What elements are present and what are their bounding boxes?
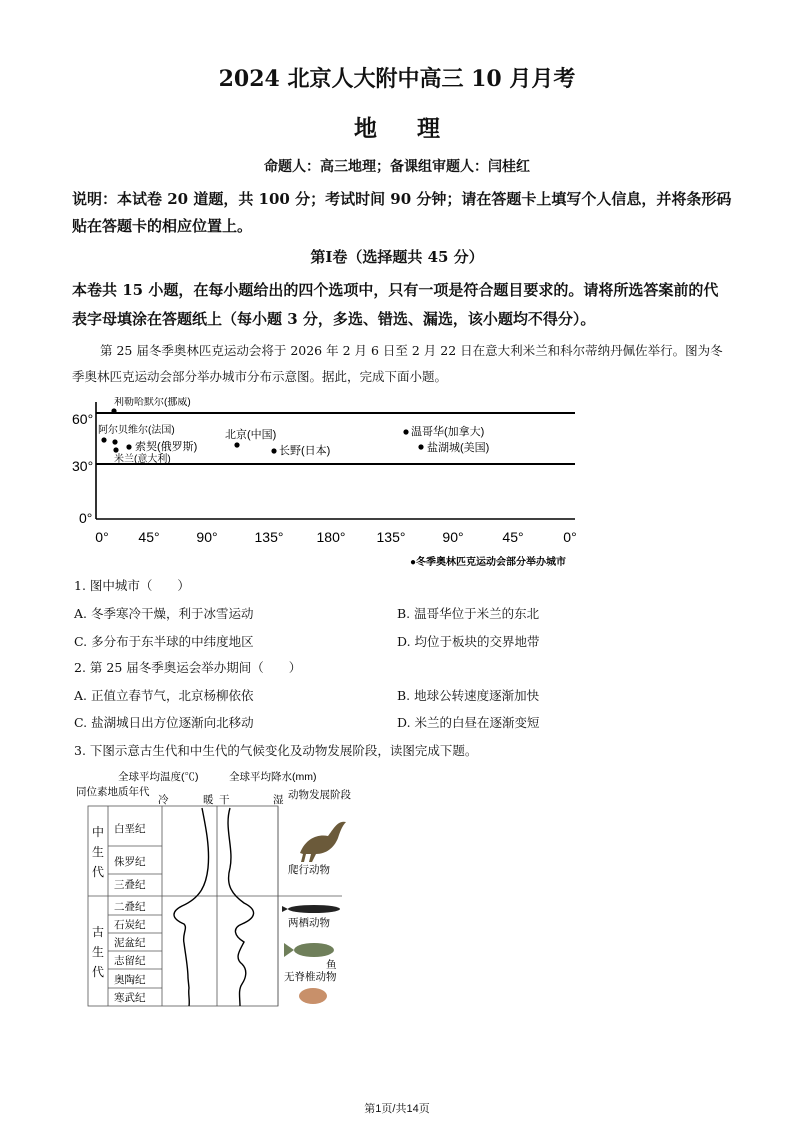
x-label: 0° <box>563 529 577 545</box>
period-label: 白垩纪 <box>114 823 146 835</box>
climate-animals-chart <box>72 768 372 1016</box>
city-dot <box>113 447 118 452</box>
header-precip: 全球平均降水(mm) <box>229 771 317 783</box>
option-a[interactable]: A. 正值立春节气，北京杨柳依依 <box>74 688 254 703</box>
period-label: 志留纪 <box>114 955 146 967</box>
city-dot <box>418 444 423 449</box>
animal-label: 无脊椎动物 <box>284 971 337 983</box>
trilobite-icon <box>299 988 327 1004</box>
x-label: 90° <box>196 529 218 545</box>
x-label: 135° <box>376 529 406 545</box>
x-label: 90° <box>442 529 464 545</box>
x-label: 180° <box>316 529 346 545</box>
label-wet: 湿 <box>273 794 284 806</box>
period-label: 寒武纪 <box>114 992 146 1004</box>
option-c[interactable]: C. 盐湖城日出方位逐渐向北移动 <box>74 715 254 730</box>
question-2-stem: 2. 第 25 届冬季奥运会举办期间（ ） <box>74 660 302 675</box>
header-era: 同位素地质年代 <box>76 786 150 798</box>
x-label: 45° <box>502 529 524 545</box>
label-dry: 干 <box>219 794 230 806</box>
city-label: 温哥华(加拿大) <box>411 426 485 438</box>
authors-line: 命题人：高三地理；备课组审题人：闫桂红 <box>264 159 530 175</box>
period-label: 泥盆纪 <box>114 937 146 949</box>
precipitation-curve <box>228 808 254 1006</box>
era-paleozoic-char: 古 <box>91 925 105 939</box>
city-dot <box>112 439 117 444</box>
era-mesozoic-char: 生 <box>91 845 105 859</box>
era-paleozoic-char: 生 <box>91 945 105 959</box>
period-label: 二叠纪 <box>114 901 146 913</box>
label-warm: 暖 <box>203 794 214 806</box>
section-instructions: 本卷共 15 小题，在每小题给出的四个选项中，只有一项是符合题目要求的。请将所选答案前的代表字母填涂在答题纸上（每小题 3 分，多选、错选、漏选，该小题均不得分）。 <box>72 281 719 328</box>
fish-icon <box>284 943 334 957</box>
y-label: 30° <box>72 458 94 474</box>
subject-title: 地理 <box>354 115 480 142</box>
question-3-stem: 3. 下图示意古生代和中生代的气候变化及动物发展阶段，读图完成下题。 <box>74 743 478 758</box>
dinosaur-icon <box>300 822 346 862</box>
city-dot <box>271 448 276 453</box>
x-label: 45° <box>138 529 160 545</box>
question-intro: 第 25 届冬季奥林匹克运动会将于 2026 年 2 月 6 日至 2 月 22 日在意大利米兰和科尔蒂纳丹佩佐举行。图为冬季奥林匹克运动会部分举办城市分布示意图。据此，完成下面小题。 <box>72 343 723 384</box>
temperature-curve <box>174 808 209 1006</box>
period-label: 石炭纪 <box>114 919 146 931</box>
city-label: 盐湖城(美国) <box>427 442 490 454</box>
exam-title: 2024 北京人大附中高三 10 月月考 <box>218 66 576 92</box>
olympic-cities-map <box>70 397 590 572</box>
city-label: 米兰(意大利) <box>114 454 171 465</box>
x-label: 0° <box>95 529 109 545</box>
era-mesozoic-char: 代 <box>91 865 105 879</box>
section-title: 第Ⅰ卷（选择题共 45 分） <box>310 248 484 266</box>
city-label: 索契(俄罗斯) <box>135 441 198 453</box>
y-label: 0° <box>79 510 93 526</box>
city-label: 北京(中国) <box>225 429 277 441</box>
city-dot <box>101 437 106 442</box>
option-d[interactable]: D. 均位于板块的交界地带 <box>397 634 540 649</box>
city-dot <box>234 442 239 447</box>
city-dot <box>126 444 131 449</box>
amphibian-icon <box>282 905 340 913</box>
option-d[interactable]: D. 米兰的白昼在逐渐变短 <box>397 715 540 730</box>
city-dot <box>111 408 116 413</box>
header-animal: 动物发展阶段 <box>288 789 351 801</box>
period-label: 三叠纪 <box>114 879 146 891</box>
page-footer: 第1页/共14页 <box>364 1103 430 1115</box>
animal-label: 爬行动物 <box>288 864 330 876</box>
option-a[interactable]: A. 冬季寒冷干燥，利于冰雪运动 <box>74 606 254 621</box>
era-mesozoic-char: 中 <box>91 825 105 839</box>
animal-label: 两栖动物 <box>288 917 330 929</box>
exam-note: 说明：本试卷 20 道题，共 100 分；考试时间 90 分钟；请在答题卡上填写个人信息，并将条形码贴在答题卡的相应位置上。 <box>72 190 732 235</box>
x-label: 135° <box>254 529 284 545</box>
option-b[interactable]: B. 地球公转速度逐渐加快 <box>397 688 540 703</box>
city-label: 利勒哈默尔(挪威) <box>114 397 191 408</box>
header-temp: 全球平均温度(℃) <box>118 771 199 783</box>
city-dot <box>403 429 408 434</box>
city-label: 阿尔贝维尔(法国) <box>98 425 175 436</box>
y-label: 60° <box>72 411 94 427</box>
label-cold: 冷 <box>158 794 169 806</box>
period-label: 奥陶纪 <box>114 974 146 986</box>
city-label: 长野(日本) <box>279 445 331 457</box>
option-c[interactable]: C. 多分布于东半球的中纬度地区 <box>74 634 254 649</box>
period-label: 侏罗纪 <box>114 856 146 868</box>
question-1-stem: 1. 图中城市（ ） <box>74 578 190 593</box>
animal-label: 鱼 <box>326 959 337 971</box>
map-legend: ●冬季奥林匹克运动会部分举办城市 <box>410 557 567 568</box>
era-paleozoic-char: 代 <box>91 965 105 979</box>
option-b[interactable]: B. 温哥华位于米兰的东北 <box>397 606 540 621</box>
